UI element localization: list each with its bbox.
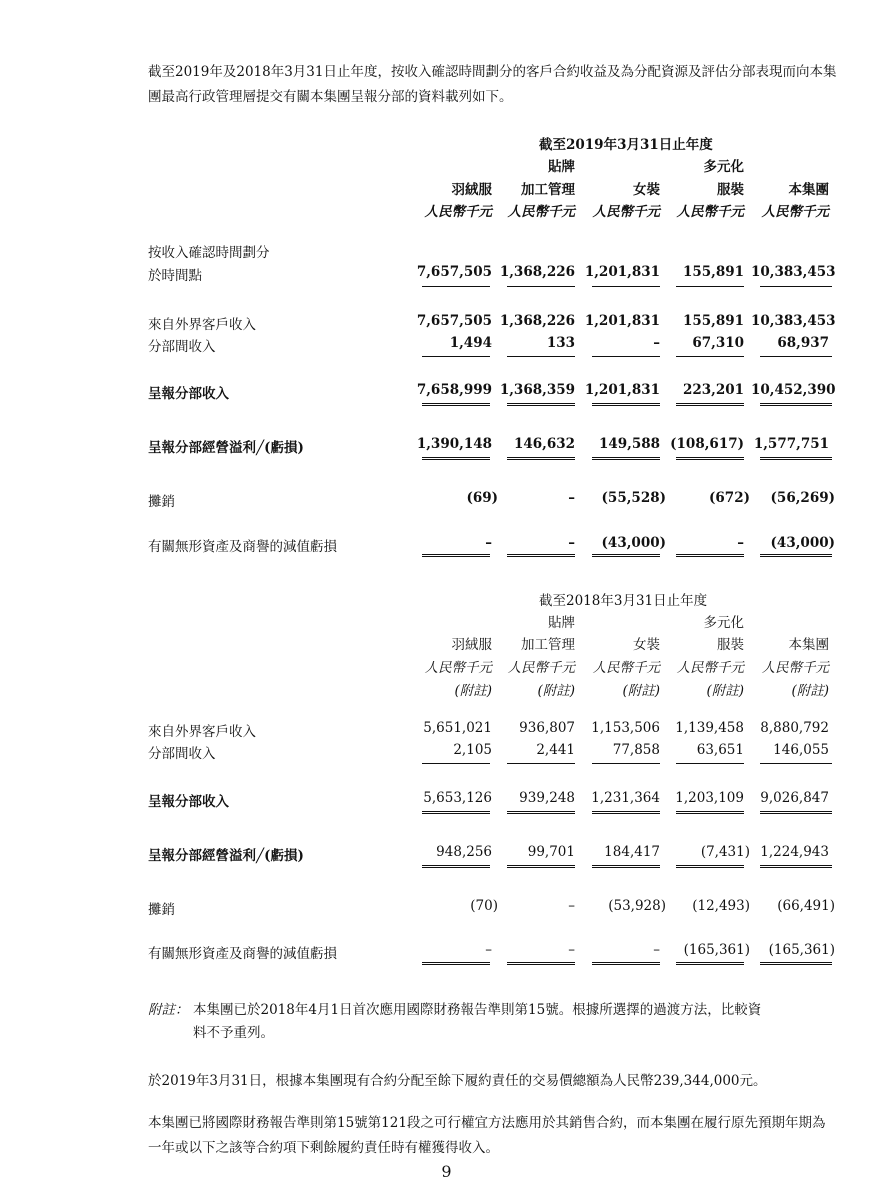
cell: 5,653,126 [423,790,492,806]
double-rule [676,962,744,965]
practical-expedient-paragraph: 本集團已將國際財務報告準則第15號第121段之可行權宜方法應用於其銷售合約，而本集團在履行原先預期年期為一年或以下之該等合約項下剩餘履約責任時有權獲得收入。 [148,1115,826,1156]
table-row [0,742,893,762]
row-label: 攤銷 [148,902,175,918]
double-rule [592,457,660,460]
note-ref: (附註) [791,683,829,699]
double-rule [422,554,490,557]
row-label: 分部間收入 [148,339,216,355]
cell: 63,651 [696,742,744,758]
row-label: 來自外界客戶收入 [148,317,256,333]
cell: 146,055 [773,742,829,758]
double-rule [422,403,490,406]
table-row [0,490,893,510]
cell: 1,201,831 [584,313,660,329]
cell: – [568,490,575,506]
cell: (165,361) [768,942,835,958]
cell: – [485,942,492,958]
col-header: 服裝 [717,637,744,653]
col-header: 服裝 [717,182,744,198]
cell: (165,361) [683,942,750,958]
row-label: 於時間點 [148,268,202,284]
unit-label: 人民幣千元 [592,204,660,220]
rule [592,286,660,287]
rule [676,286,744,287]
intro-paragraph: 截至2019年及2018年3月31日止年度，按收入確認時間劃分的客戶合約收益及為分配資源及評估分部表現而向本集團最高行政管理層提交有關本集團呈報分部的資料載列如下。 [148,64,837,105]
cell: 948,256 [436,844,492,860]
cell: 1,494 [449,335,492,351]
col-header: 加工管理 [521,637,575,653]
cell: (66,491) [777,898,835,914]
cell: 939,248 [519,790,575,806]
col-header: 女裝 [633,182,660,198]
period-heading-2019: 截至2019年3月31日止年度 [539,137,713,153]
row-label: 按收入確認時間劃分 [148,245,270,261]
unit-label: 人民幣千元 [507,204,575,220]
double-rule [592,554,660,557]
rule [592,356,660,357]
double-rule [422,457,490,460]
cell: (12,493) [692,898,750,914]
double-rule [676,865,744,868]
cell: 1,139,458 [675,720,744,736]
table-row [0,382,893,402]
cell: – [568,535,575,551]
rule [676,356,744,357]
cell: 5,651,021 [423,720,492,736]
unit-label: 人民幣千元 [424,660,492,676]
col-header: 貼牌 [548,159,575,175]
cell: 155,891 [682,264,744,280]
table-row [0,335,893,355]
double-rule [507,554,575,557]
rule [422,356,490,357]
page-number: 9 [441,1162,452,1181]
cell: 1,224,943 [760,844,829,860]
col-header: 貼牌 [548,615,575,631]
double-rule [760,811,832,814]
row-label: 來自外界客戶收入 [148,724,256,740]
cell: (7,431) [700,844,750,860]
cell: 77,858 [612,742,660,758]
cell: 10,452,390 [751,382,836,398]
cell: (43,000) [770,535,835,551]
cell: 184,417 [604,844,660,860]
rule [676,763,744,764]
note-ref: (附註) [706,683,744,699]
note-ref: (附註) [537,683,575,699]
cell: 1,368,359 [499,382,575,398]
cell: 1,153,506 [591,720,660,736]
double-rule [507,457,575,460]
table-row [0,436,893,456]
footnote-line: 本集團已於2018年4月1日首次應用國際財務報告準則第15號。根據所選擇的過渡方法，比較資 [193,1002,762,1018]
unit-label: 人民幣千元 [424,204,492,220]
cell: 99,701 [527,844,575,860]
cell: 7,657,505 [416,264,492,280]
cell: 10,383,453 [751,313,836,329]
rule [422,286,490,287]
table-row [0,898,893,918]
cell: (672) [709,490,750,506]
col-header: 多元化 [703,159,744,175]
note-ref: (附註) [454,683,492,699]
row-label: 有關無形資產及商譽的減值虧損 [148,946,337,962]
remaining-obligation-paragraph: 於2019年3月31日，根據本集團現有合約分配至餘下履約責任的交易價總額為人民幣239,344,000元。 [148,1073,767,1089]
double-rule [422,865,490,868]
col-header: 加工管理 [521,182,575,198]
double-rule [422,962,490,965]
table-row [0,790,893,810]
period-heading-2018: 截至2018年3月31日止年度 [539,593,708,609]
double-rule [422,811,490,814]
cell: – [568,942,575,958]
double-rule [507,811,575,814]
cell: – [485,535,492,551]
cell: 936,807 [519,720,575,736]
col-header: 女裝 [633,637,660,653]
col-header: 羽絨服 [451,637,492,653]
cell: (53,928) [608,898,666,914]
cell: 155,891 [682,313,744,329]
cell: – [568,898,575,914]
cell: 68,937 [777,335,829,351]
row-label: 分部間收入 [148,746,216,762]
cell: (69) [466,490,498,506]
cell: – [653,335,660,351]
rule [507,763,575,764]
col-header: 羽絨服 [451,182,492,198]
double-rule [507,865,575,868]
cell: 1,390,148 [416,436,492,452]
cell: 133 [546,335,575,351]
double-rule [676,457,744,460]
double-rule [760,554,832,557]
row-label: 呈報分部經營溢利╱(虧損) [148,440,304,456]
cell: 2,441 [536,742,575,758]
cell: (43,000) [601,535,666,551]
double-rule [592,962,660,965]
row-label: 攤銷 [148,494,175,510]
double-rule [760,962,832,965]
row-label: 呈報分部收入 [148,386,229,402]
unit-label: 人民幣千元 [507,660,575,676]
unit-label: 人民幣千元 [761,204,829,220]
double-rule [592,811,660,814]
rule [760,286,832,287]
cell: 1,368,226 [499,313,575,329]
cell: 10,383,453 [751,264,836,280]
cell: 9,026,847 [760,790,829,806]
unit-label: 人民幣千元 [676,660,744,676]
unit-label: 人民幣千元 [676,204,744,220]
table-row [0,313,893,333]
cell: 67,310 [692,335,744,351]
table-row [0,720,893,740]
cell: (55,528) [601,490,666,506]
rule [422,763,490,764]
table-row [0,844,893,864]
cell: 1,201,831 [584,382,660,398]
col-header: 本集團 [788,182,829,198]
table-row [0,535,893,555]
table-row [0,264,893,284]
double-rule [760,865,832,868]
cell: 1,577,751 [753,436,829,452]
cell: (108,617) [670,436,744,452]
footnote-label: 附註： [148,1002,189,1018]
double-rule [760,403,832,406]
cell: (56,269) [770,490,835,506]
cell: – [737,535,744,551]
cell: 149,588 [598,436,660,452]
rule [507,286,575,287]
row-label: 有關無形資產及商譽的減值虧損 [148,539,337,555]
double-rule [592,403,660,406]
cell: 2,105 [453,742,492,758]
cell: 1,231,364 [591,790,660,806]
unit-label: 人民幣千元 [592,660,660,676]
double-rule [760,457,832,460]
col-header: 多元化 [703,615,744,631]
col-header: 本集團 [788,637,829,653]
cell: 1,203,109 [675,790,744,806]
cell: 8,880,792 [760,720,829,736]
row-label: 呈報分部經營溢利╱(虧損) [148,848,304,864]
rule [760,356,832,357]
double-rule [507,403,575,406]
double-rule [676,554,744,557]
note-ref: (附註) [622,683,660,699]
rule [507,356,575,357]
cell: – [653,942,660,958]
unit-label: 人民幣千元 [761,660,829,676]
row-label: 呈報分部收入 [148,794,229,810]
footnote-line: 料不予重列。 [193,1025,274,1041]
double-rule [592,865,660,868]
cell: 1,201,831 [584,264,660,280]
table-row [0,942,893,962]
cell: 7,658,999 [416,382,492,398]
rule [760,763,832,764]
double-rule [676,403,744,406]
cell: 1,368,226 [499,264,575,280]
rule [592,763,660,764]
table-row [0,241,893,261]
double-rule [676,811,744,814]
double-rule [507,962,575,965]
cell: (70) [470,898,498,914]
cell: 223,201 [682,382,744,398]
cell: 146,632 [513,436,575,452]
cell: 7,657,505 [416,313,492,329]
